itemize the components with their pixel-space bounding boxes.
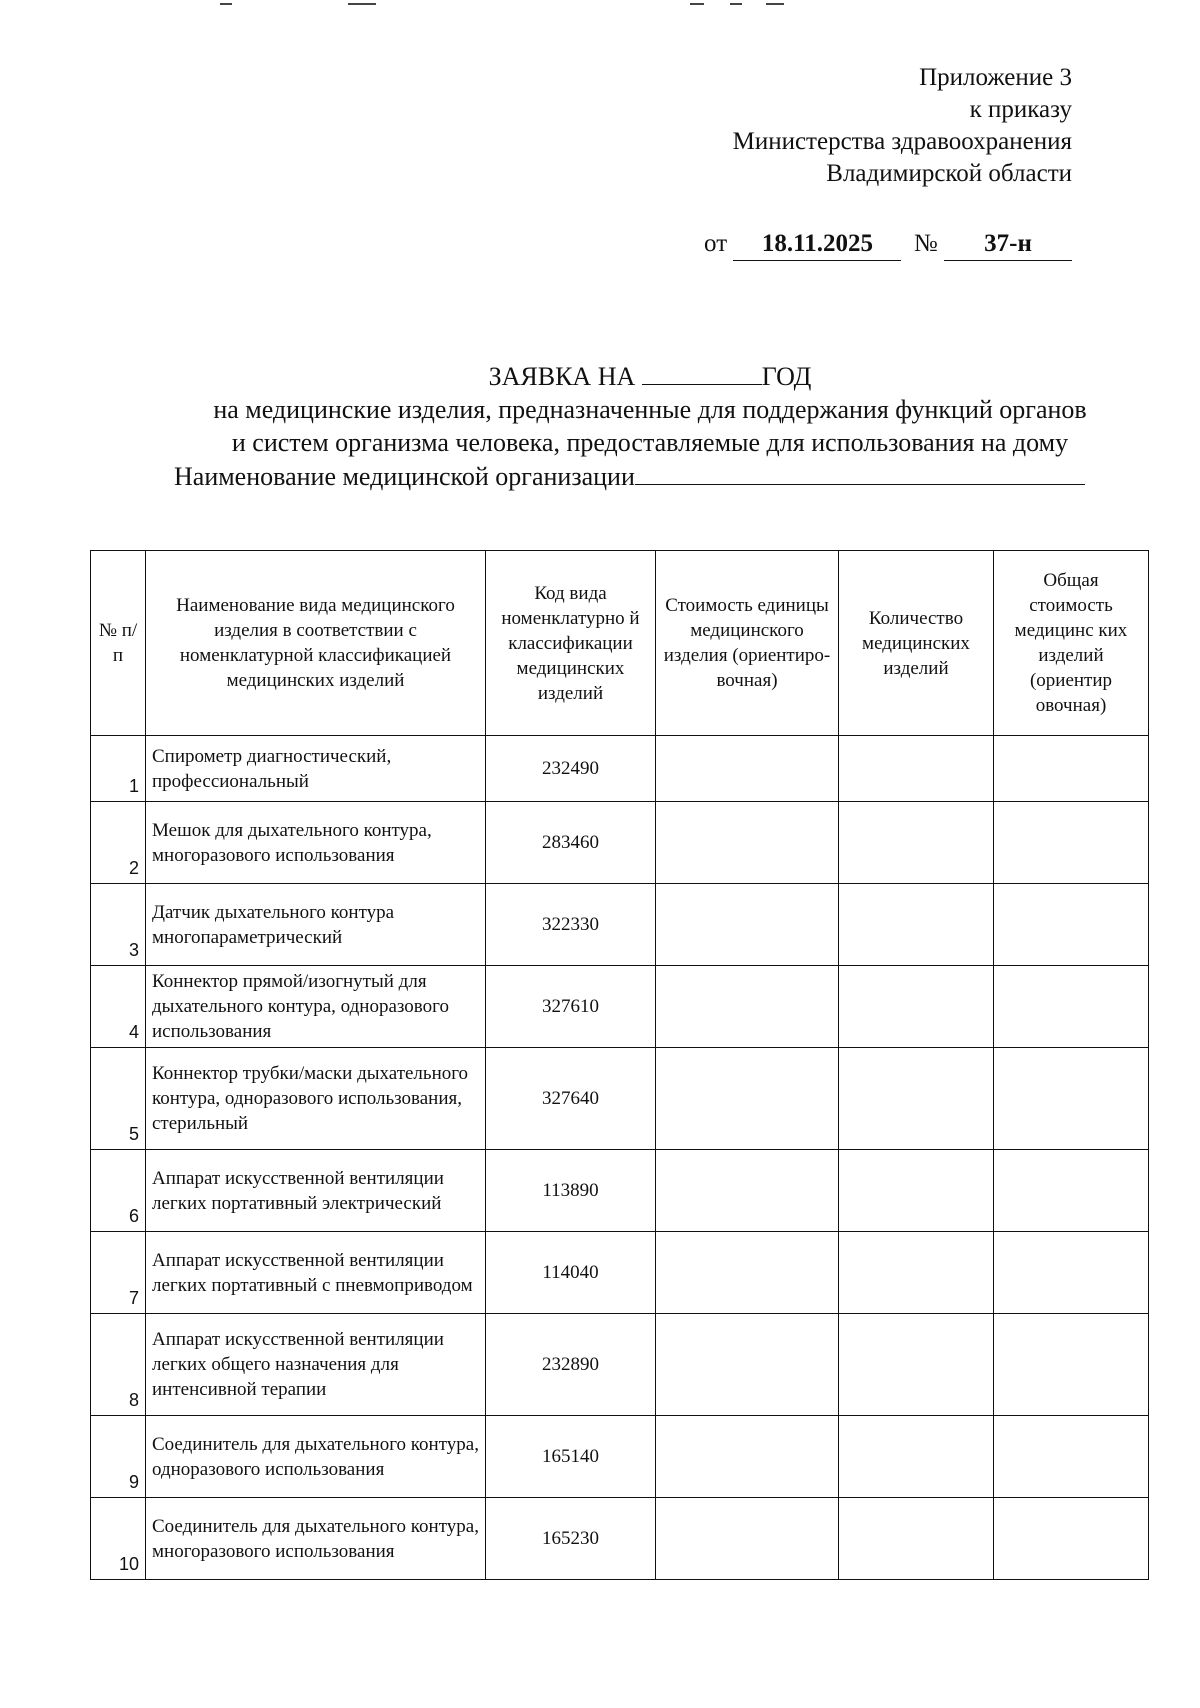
title-suffix: ГОД <box>761 362 812 391</box>
item-name: Мешок для дыхательного контура, многоразового использования <box>146 802 486 884</box>
organization-blank-field <box>635 458 1085 485</box>
row-number: 7 <box>91 1232 146 1314</box>
unit-cost-cell <box>656 736 839 802</box>
item-code: 165230 <box>486 1498 656 1580</box>
organization-line <box>174 458 1085 493</box>
year-blank-field <box>642 358 762 385</box>
unit-cost-cell <box>656 802 839 884</box>
quantity-cell <box>839 966 994 1048</box>
unit-cost-cell <box>656 1150 839 1232</box>
total-cost-cell <box>994 736 1149 802</box>
table-header-row <box>91 551 1149 736</box>
item-code: 165140 <box>486 1416 656 1498</box>
item-code: 327640 <box>486 1048 656 1150</box>
title-line-3: и систем организма человека, предоставляемые для использования на дому <box>231 428 1069 457</box>
table-row <box>91 1048 1149 1150</box>
item-name: Соединитель для дыхательного контура, одноразового использования <box>146 1416 486 1498</box>
quantity-cell <box>839 1048 994 1150</box>
total-cost-cell <box>994 1150 1149 1232</box>
organization-label: Наименование медицинской организации <box>174 462 635 491</box>
row-number: 9 <box>91 1416 146 1498</box>
total-cost-cell <box>994 1416 1149 1498</box>
appendix-line: к приказу <box>969 96 1072 123</box>
order-date: 18.11.2025 <box>733 228 901 261</box>
order-number: 37-н <box>944 228 1072 261</box>
unit-cost-cell <box>656 966 839 1048</box>
order-reference <box>704 228 1072 261</box>
unit-cost-cell <box>656 1416 839 1498</box>
title-prefix: ЗАЯВКА НА <box>488 362 636 391</box>
item-code: 283460 <box>486 802 656 884</box>
item-name: Аппарат искусственной вентиляции легких портативный электрический <box>146 1150 486 1232</box>
row-number: 5 <box>91 1048 146 1150</box>
unit-cost-cell <box>656 1048 839 1150</box>
item-code: 232490 <box>486 736 656 802</box>
row-number: 2 <box>91 802 146 884</box>
quantity-cell <box>839 1416 994 1498</box>
header-quantity: Количество медицинских изделий <box>839 551 994 736</box>
quantity-cell <box>839 736 994 802</box>
header-item-name: Наименование вида медицинского изделия в соответствии с номенклатурной классификацией медицинских изделий <box>146 551 486 736</box>
order-number-label: № <box>913 230 938 257</box>
item-name: Коннектор прямой/изогнутый для дыхательного контура, одноразового использования <box>146 966 486 1048</box>
item-name: Коннектор трубки/маски дыхательного контура, одноразового использования, стерильный <box>146 1048 486 1150</box>
item-code: 114040 <box>486 1232 656 1314</box>
unit-cost-cell <box>656 884 839 966</box>
document-title <box>150 358 1150 459</box>
total-cost-cell <box>994 1232 1149 1314</box>
item-name: Соединитель для дыхательного контура, многоразового использования <box>146 1498 486 1580</box>
row-number: 6 <box>91 1150 146 1232</box>
quantity-cell <box>839 1498 994 1580</box>
table-row <box>91 1150 1149 1232</box>
title-line-2: на медицинские изделия, предназначенные для поддержания функций органов <box>213 395 1087 424</box>
quantity-cell <box>839 802 994 884</box>
quantity-cell <box>839 884 994 966</box>
item-name: Аппарат искусственной вентиляции легких общего назначения для интенсивной терапии <box>146 1314 486 1416</box>
row-number: 10 <box>91 1498 146 1580</box>
row-number: 1 <box>91 736 146 802</box>
quantity-cell <box>839 1232 994 1314</box>
order-prefix: от <box>704 230 728 257</box>
table-row <box>91 1416 1149 1498</box>
unit-cost-cell <box>656 1498 839 1580</box>
row-number: 4 <box>91 966 146 1048</box>
item-name: Датчик дыхательного контура многопараметрический <box>146 884 486 966</box>
appendix-line: Владимирской области <box>826 160 1072 187</box>
table-row <box>91 802 1149 884</box>
table-row <box>91 1232 1149 1314</box>
total-cost-cell <box>994 884 1149 966</box>
total-cost-cell <box>994 1314 1149 1416</box>
total-cost-cell <box>994 1048 1149 1150</box>
table-row <box>91 1314 1149 1416</box>
item-code: 327610 <box>486 966 656 1048</box>
unit-cost-cell <box>656 1232 839 1314</box>
header-number: № п/п <box>91 551 146 736</box>
appendix-header <box>733 62 1072 190</box>
request-table <box>90 550 1149 1580</box>
item-code: 322330 <box>486 884 656 966</box>
title-line-1 <box>150 358 1150 393</box>
appendix-line: Приложение 3 <box>919 64 1072 91</box>
table-row <box>91 1498 1149 1580</box>
scan-artifacts <box>0 0 1200 12</box>
item-name: Аппарат искусственной вентиляции легких портативный с пневмоприводом <box>146 1232 486 1314</box>
row-number: 8 <box>91 1314 146 1416</box>
quantity-cell <box>839 1314 994 1416</box>
table-row <box>91 884 1149 966</box>
unit-cost-cell <box>656 1314 839 1416</box>
total-cost-cell <box>994 966 1149 1048</box>
row-number: 3 <box>91 884 146 966</box>
table-row <box>91 966 1149 1048</box>
quantity-cell <box>839 1150 994 1232</box>
item-code: 113890 <box>486 1150 656 1232</box>
appendix-line: Министерства здравоохранения <box>732 128 1072 155</box>
table-row <box>91 736 1149 802</box>
total-cost-cell <box>994 1498 1149 1580</box>
header-code: Код вида номенклатурно й классификации медицинских изделий <box>486 551 656 736</box>
header-total-cost: Общая стоимость медицинс ких изделий (ориентир овочная) <box>994 551 1149 736</box>
item-code: 232890 <box>486 1314 656 1416</box>
item-name: Спирометр диагностический, профессиональный <box>146 736 486 802</box>
total-cost-cell <box>994 802 1149 884</box>
header-unit-cost: Стоимость единицы медицинского изделия (ориентиро-вочная) <box>656 551 839 736</box>
